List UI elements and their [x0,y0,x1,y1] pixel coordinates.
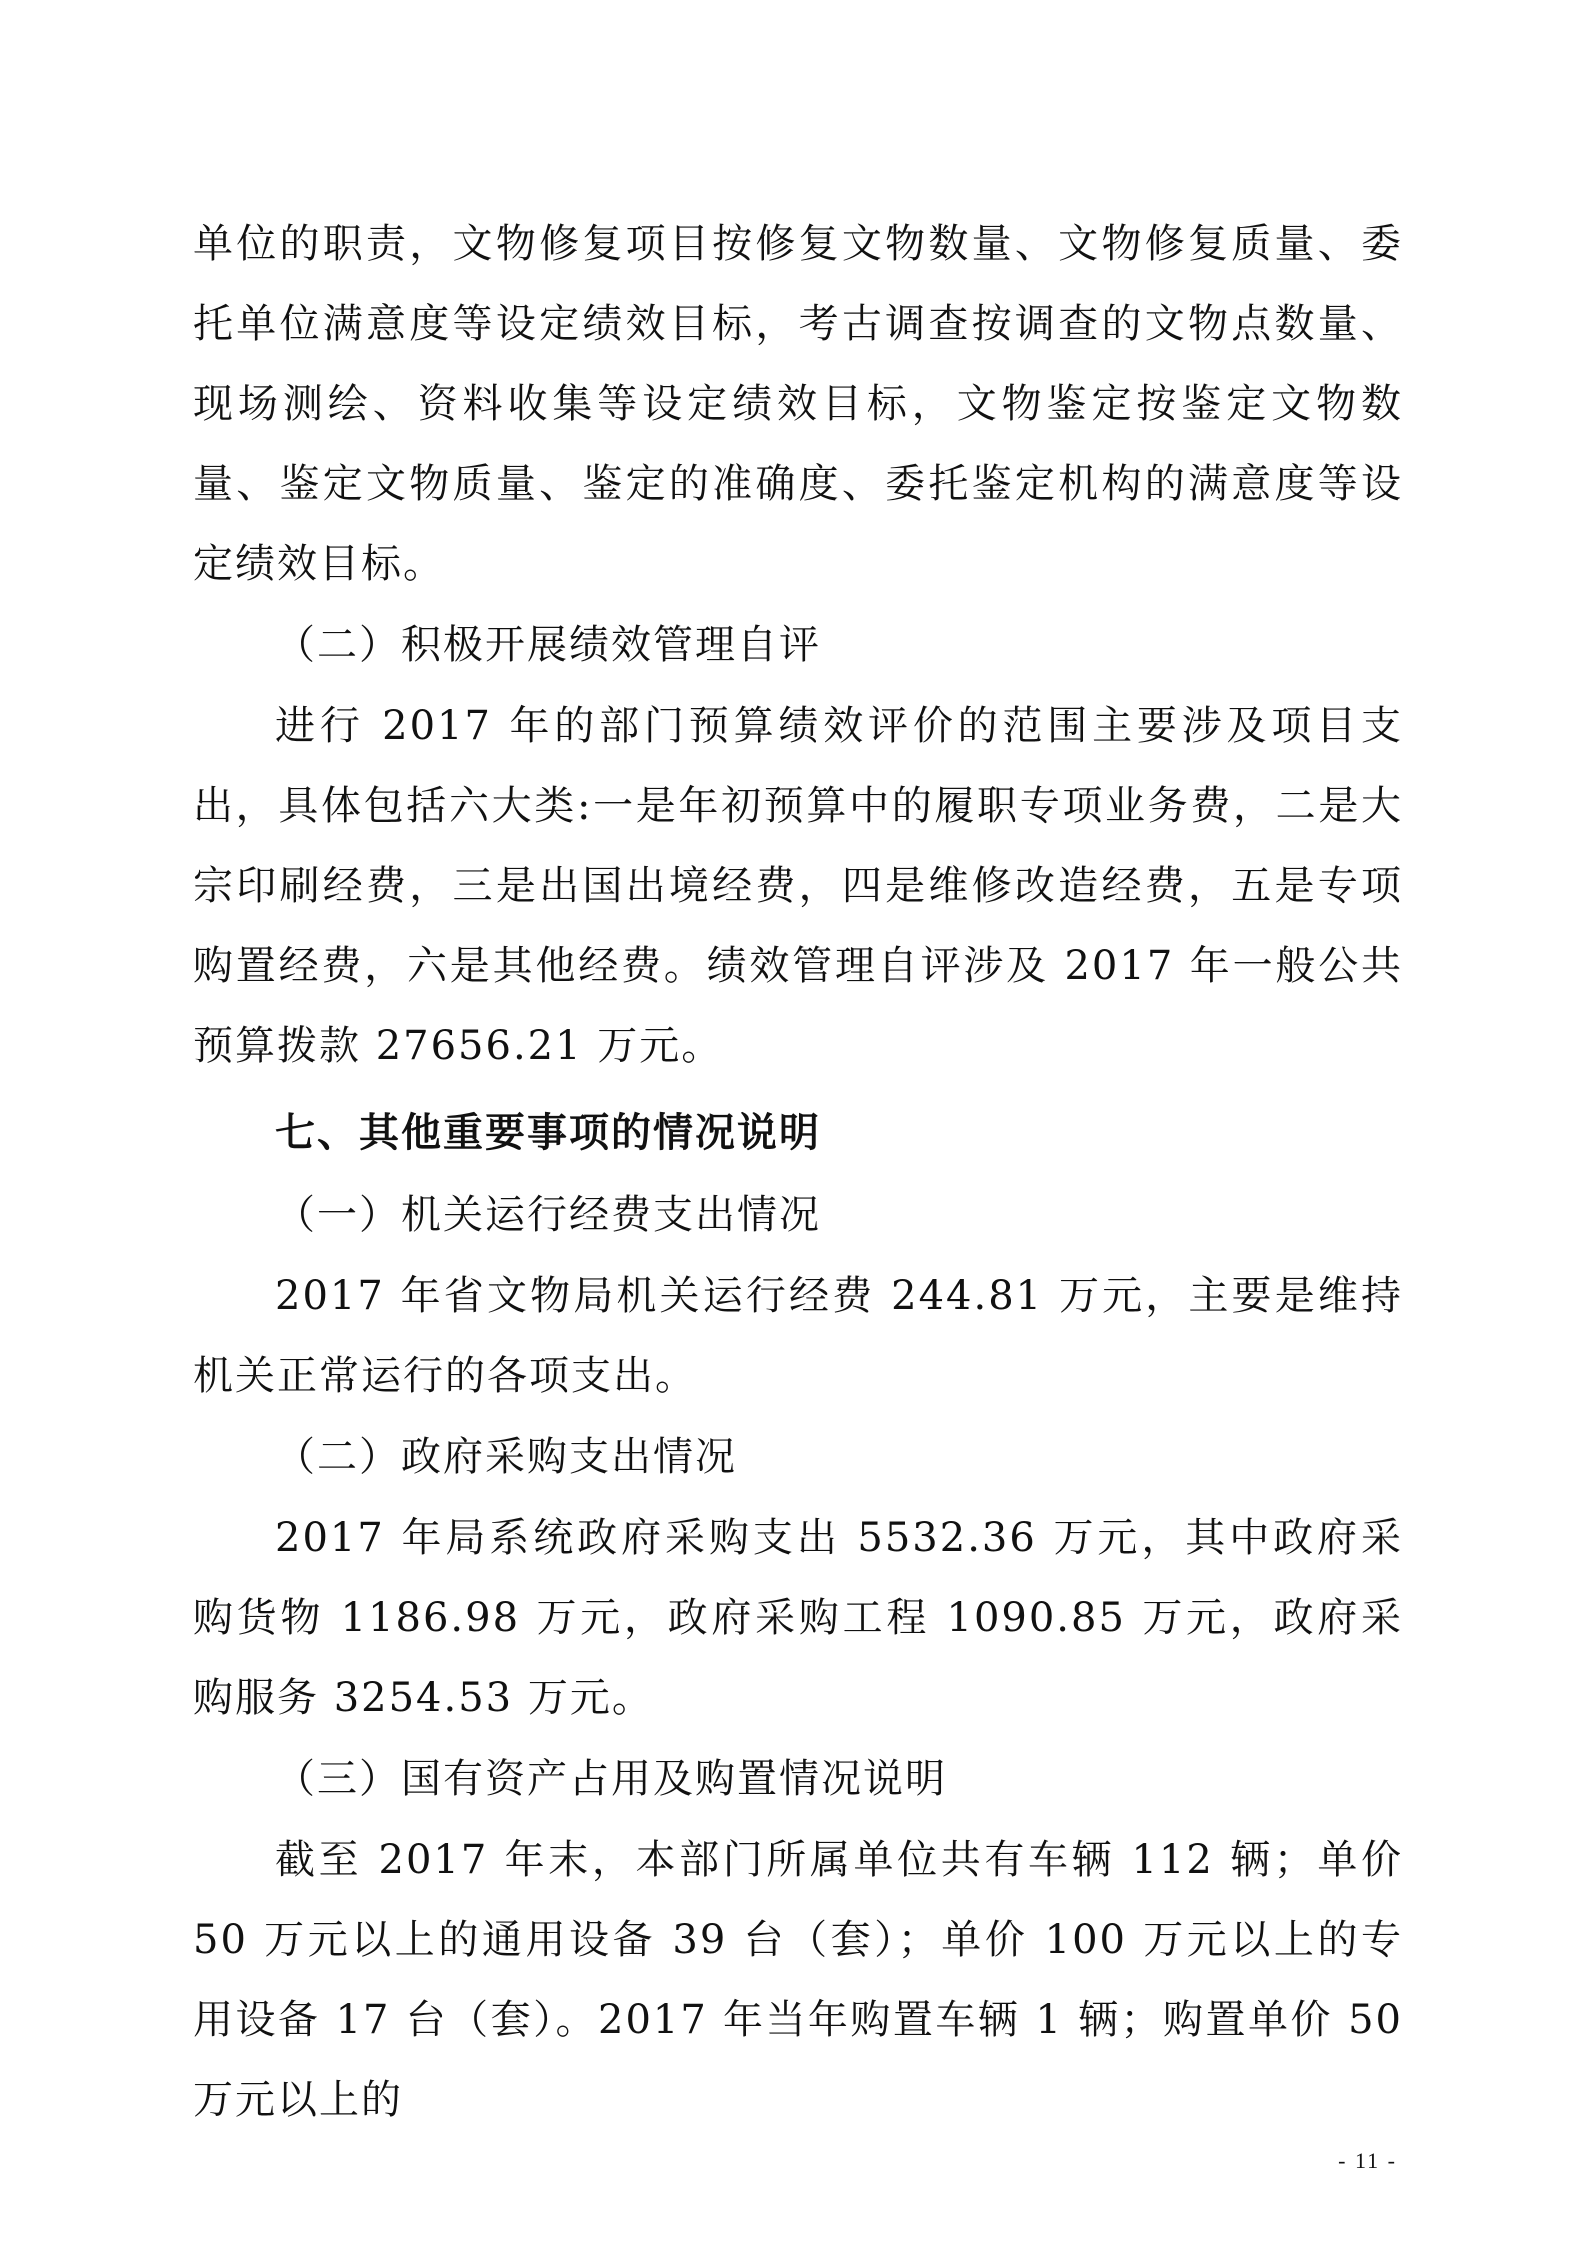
subheading-self-evaluation: （二）积极开展绩效管理自评 [275,622,821,668]
paragraph-budget-evaluation-scope: 进行 2017 年的部门预算绩效评价的范围主要涉及项目支出，具体包括六大类:一是年初预算中的履职专项业务费，二是大宗印刷经费，三是出国出境经费，四是维修改造经费，五是专项购置经费，六是其他经费。绩效管理自评涉及 2017 年一般公共预算拨款 27656.21 万元。 [193,703,1403,1069]
paragraph-state-assets: 截至 2017 年末，本部门所属单位共有车辆 112 辆；单价 50 万元以上的通用设备 39 台（套）；单价 100 万元以上的专用设备 17 台（套）。2017 年当年购置车辆 1 辆；购置单价 50 万元以上的 [193,1837,1403,2123]
section-heading-other-matters: 七、其他重要事项的情况说明 [275,1110,821,1156]
paragraph-performance-targets: 单位的职责，文物修复项目按修复文物数量、文物修复质量、委托单位满意度等设定绩效目标，考古调查按调查的文物点数量、现场测绘、资料收集等设定绩效目标，文物鉴定按鉴定文物数量、鉴定文物质量、鉴定的准确度、委托鉴定机构的满意度等设定绩效目标。 [193,221,1403,587]
document-body [193,204,1403,2140]
subheading-operating-expenses: （一）机关运行经费支出情况 [275,1192,821,1238]
page-number: - 11 - [1338,2148,1397,2173]
paragraph-operating-expenses: 2017 年省文物局机关运行经费 244.81 万元，主要是维持机关正常运行的各项支出。 [193,1273,1403,1399]
subheading-state-assets: （三）国有资产占用及购置情况说明 [275,1756,947,1802]
subheading-government-procurement: （二）政府采购支出情况 [275,1434,737,1480]
paragraph-government-procurement: 2017 年局系统政府采购支出 5532.36 万元，其中政府采购货物 1186.98 万元，政府采购工程 1090.85 万元，政府采购服务 3254.53 万元。 [193,1515,1403,1721]
